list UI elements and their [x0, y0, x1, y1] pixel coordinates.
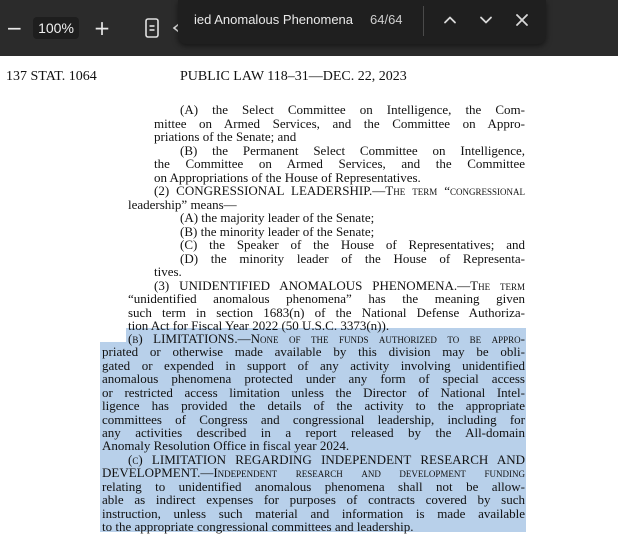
text-line: such term in section 1683(n) of the National Defense Authoriza-	[128, 305, 525, 320]
chevron-down-icon[interactable]	[476, 10, 496, 30]
text-line: (B) the Permanent Select Committee on Intelligence,	[180, 143, 525, 158]
text-line: to the appropriate congressional committees and leadership.	[102, 519, 414, 534]
text-line: anomalous phenomena protected under any form of special access	[102, 371, 525, 386]
page-header-title: PUBLIC LAW 118–31—DEC. 22, 2023	[180, 69, 407, 84]
text-line: leadership” means—	[128, 197, 237, 212]
text-line: able as indirect expenses for purposes of contracts covered by such	[102, 492, 525, 507]
text-line: (b) LIMITATIONS.—None of the funds authorized to be appro-	[128, 331, 525, 346]
text-line: or restricted access limitation unless the Director of National Intel-	[102, 385, 525, 400]
text-line: priated or otherwise made available by this division may be obli-	[102, 344, 525, 359]
text-line: (B) the minority leader of the Senate;	[180, 224, 375, 239]
zoom-out-button[interactable]: −	[6, 16, 23, 40]
text-line: (3) UNIDENTIFIED ANOMALOUS PHENOMENA.—The term	[154, 278, 525, 293]
text-line: gated or expended in support of any activity involving unidentified	[102, 358, 525, 373]
zoom-level-field[interactable]: 100%	[33, 17, 79, 39]
zoom-in-button[interactable]: +	[93, 16, 111, 40]
text-line: committees of Congress and congressional leadership, including for	[102, 412, 525, 427]
find-bar	[178, 0, 546, 44]
text-line: (c) LIMITATION REGARDING INDEPENDENT RESEARCH AND	[128, 452, 525, 467]
text-line: on Appropriations of the House of Representatives.	[154, 170, 421, 185]
text-line: (C) the Speaker of the House of Representatives; and	[180, 237, 525, 252]
text-line: tion Act for Fiscal Year 2022 (50 U.S.C. 3373(n)).	[128, 318, 390, 333]
text-line: (D) the minority leader of the House of Representa-	[180, 251, 525, 266]
text-line: instruction, unless such material and information is made available	[102, 506, 525, 521]
find-divider	[423, 6, 424, 36]
page-stat-number: 137 STAT. 1064	[6, 69, 97, 84]
text-line: (A) the Select Committee on Intelligence, the Com-	[180, 102, 525, 117]
text-line: any activities described in a report released by the All-domain	[102, 425, 525, 440]
text-line: tives.	[154, 264, 182, 279]
text-line: ligence has provided the details of the activity to the appropriate	[102, 398, 525, 413]
page-view-icon[interactable]	[144, 18, 160, 38]
text-line: “unidentified anomalous phenomena” has the meaning given	[128, 291, 525, 306]
text-line: the Committee on Armed Services, and the Committee	[154, 156, 525, 171]
text-line: mittee on Armed Services, and the Committee on Appro-	[154, 116, 525, 131]
text-line: relating to unidentified anomalous phenomena shall not be allow-	[102, 479, 525, 494]
find-query-input[interactable]: ied Anomalous Phenomena	[194, 12, 354, 27]
document-page	[0, 56, 618, 544]
text-line: (A) the majority leader of the Senate;	[180, 210, 375, 225]
find-match-count: 64/64	[370, 12, 403, 27]
text-line: DEVELOPMENT.—Independent research and development funding	[102, 465, 525, 480]
text-line: Anomaly Resolution Office in fiscal year 2024.	[102, 438, 350, 453]
chevron-up-icon[interactable]	[440, 10, 460, 30]
text-line: (2) CONGRESSIONAL LEADERSHIP.—The term “congressional	[154, 183, 525, 198]
text-line: priations of the Senate; and	[154, 129, 297, 144]
close-icon[interactable]	[512, 10, 532, 30]
